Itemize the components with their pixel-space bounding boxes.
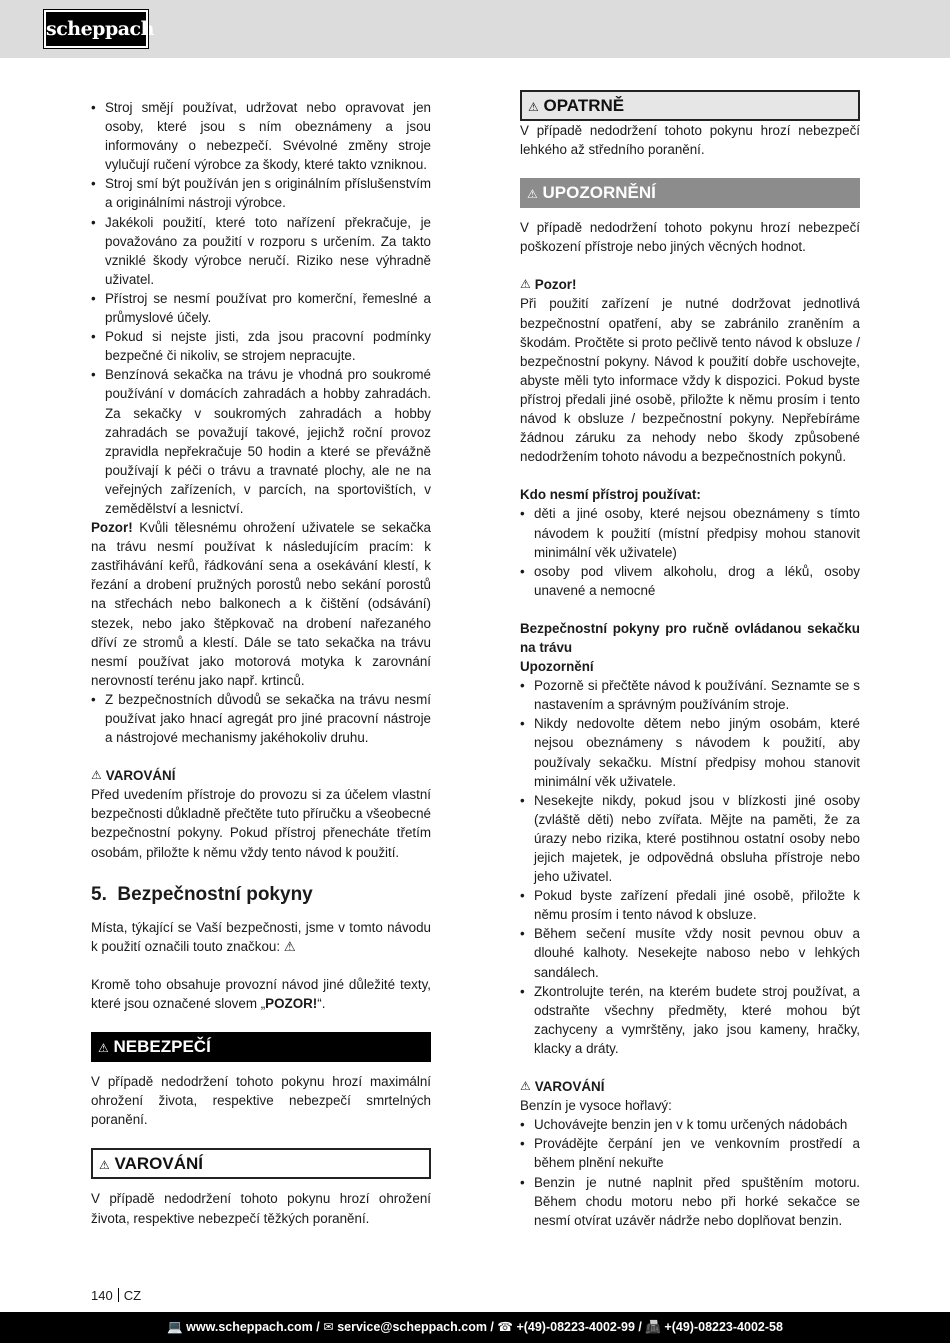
list-item: • Nikdy nedovolte dětem nebo jiným osobám, které nejsou obeznámeny s návodem k použití, aby používaly sekačku. Místní předpisy mohou stanovit minimální věk uživatele.: [520, 714, 860, 790]
header-bar: [0, 0, 950, 58]
page-number: 140 CZ: [91, 1288, 142, 1303]
varovani-text: Před uvedením přístroje do provozu si za účelem vlastní bezpečnosti důkladně přečtěte tuto příručku a všeobecné bezpečnostní pokyny. Pokud přístroj přenecháte třetím osobám, přiložte k němu vždy tento návod k použití.: [91, 787, 431, 860]
varovani-heading: ⚠ VAROVÁNÍ: [520, 1077, 860, 1096]
list-item: • osoby pod vlivem alkoholu, drog a léků, osoby unavené a nemocné: [520, 562, 860, 600]
notice-text: V případě nedodržení tohoto pokynu hrozí nebezpečí poškození přístroje nebo jiných věcných hodnot.: [520, 220, 860, 255]
list-item: • Během sečení musíte vždy nosit pevnou obuv a dlouhé kalhoty. Nesekejte naboso nebo v lehkých sandálech.: [520, 924, 860, 981]
right-column: [520, 90, 860, 1230]
footer-fax: +(49)-08223-4002-58: [664, 1320, 783, 1334]
upozorneni-heading: Upozornění: [520, 659, 594, 675]
list-item: • Stroj smí být používán jen s originálním příslušenstvím a originálními nástroji výrobce.: [91, 174, 431, 212]
list-item: • Z bezpečnostních důvodů se sekačka na trávu nesmí používat jako hnací agregát pro jiné pracovní nástroje a nástrojové mechanismy jakéhokoliv druhu.: [91, 690, 431, 747]
list-item: • Jakékoli použití, které toto nařízení překračuje, je považováno za použití v rozporu s určením. Za takto vzniklé škody výrobce neručí. Riziko nese výhradně uživatel.: [91, 213, 431, 289]
warning-box: ⚠ VAROVÁNÍ: [91, 1148, 431, 1179]
pozor-paragraph: [91, 518, 431, 690]
varovani-heading: ⚠ VAROVÁNÍ: [91, 766, 431, 785]
list-item: • Stroj smějí používat, udržovat nebo opravovat jen osoby, které jsou s ním obeznámeny a jsou informovány o nebezpečí. Svévolné změny stroje vylučují ručení výrobce za škody, které takto vzniknou.: [91, 98, 431, 174]
warning-triangle-icon: ⚠: [527, 187, 538, 202]
list-item: • Přístroj se nesmí používat pro komerční, řemeslné a průmyslové účely.: [91, 289, 431, 327]
list-item: • Pozorně si přečtěte návod k používání. Seznamte se s nastavením a správným používáním stroje.: [520, 676, 860, 714]
list-item: • Nesekejte nikdy, pokud jsou v blízkosti jiné osoby (zvláště děti) nebo zvířata. Mějte na paměti, že za úrazy nebo rizika, které postihnou ostatní osoby nebo jejich majetek, je odpovědná obsluha přístroje nebo jeho uživatel.: [520, 791, 860, 886]
computer-icon: 💻: [167, 1320, 183, 1334]
list-item: • Benzínová sekačka na trávu je vhodná pro soukromé používání v domácích zahradách a hobby zahradách. Za sekačky v soukromých zahradách a hobby zahradách se považují takové, jejichž roční provoz zpravidla nepřekračuje 50 hodin a které se převážně používají k péči o trávu a travnaté plochy, ale ne na veřejných zařízeních, v parcích, na sportovištích, v zemědělství a lesnictví.: [91, 365, 431, 518]
email-icon: ✉: [323, 1320, 334, 1334]
caution-text: V případě nedodržení tohoto pokynu hrozí nebezpečí lehkého až středního poranění.: [520, 123, 860, 158]
list-item: • Provádějte čerpání jen ve venkovním prostředí a během plnění nekuřte: [520, 1134, 860, 1172]
pozor-heading: ⚠ Pozor!: [520, 275, 860, 294]
list-item: • Zkontrolujte terén, na kterém budete stroj používat, a odstraňte všechny předměty, které mohou být zachyceny a vymrštěny, jako jsou kameny, hračky, klacky a dráty.: [520, 982, 860, 1058]
danger-text: V případě nedodržení tohoto pokynu hrozí maximální ohrožení života, respektive nebezpečí smrtelných poranění.: [91, 1074, 431, 1128]
footer-phone: +(49)-08223-4002-99: [516, 1320, 635, 1334]
warning-triangle-icon: ⚠: [99, 1158, 110, 1173]
pozor-text: Při použití zařízení je nutné dodržovat jednotlivá bezpečnostní opatření, aby se zabránilo zraněním a škodám. Pročtěte si proto pečlivě tento návod k obsluze / bezpečnostní pokyny. Návod k použití dobře uschovejte, abyste měli tyto informace vždy k dispozici. Pokud byste přístroj předali jiné osobě, přiložte k němu prosím i tento návod k obsluze / bezpečnostní pokyny. Nepřebíráme žádnou záruku za nehody nebo škody způsobené nedodržením tohoto návodu a bezpečnostních pokynů.: [520, 296, 860, 465]
pozor-label: Pozor!: [91, 520, 133, 536]
left-column: [91, 98, 431, 1228]
intro-text: Místa, týkající se Vaší bezpečnosti, jsme v tomto návodu k použití označili touto značkou: ⚠: [91, 919, 431, 954]
list-item: • Pokud byste zařízení předali jiné osobě, přiložte k němu prosím i tento návod k obsluze.: [520, 886, 860, 924]
warning-triangle-icon: ⚠: [91, 768, 102, 783]
warning-triangle-icon: ⚠: [520, 277, 531, 292]
phone-icon: ☎: [497, 1320, 513, 1334]
warning-text: V případě nedodržení tohoto pokynu hrozí ohrožení života, respektive nebezpečí těžkých poranění.: [91, 1191, 431, 1226]
pozor-text: Kvůli tělesnému ohrožení uživatele se sekačka na trávu nesmí používat k následujícím pracím: k zastřihávání keřů, řádkování sena a osekávání klestí, k řezání a drobení pružných porostů nebo sekání porostů na střechách nebo balkonech a k čištění (odsávání) stezek, nebo jako štěpkovač na drobení nařezaného dříví ze stromů a klestí. Dále se tato sekačka na trávu nesmí používat jako motorová motyka k zarovnání nerovností terénu jako např. krtinců.: [91, 520, 431, 688]
who-heading: Kdo nesmí přístroj používat:: [520, 487, 701, 503]
warning-triangle-icon: ⚠: [528, 100, 539, 114]
scheppach-logo: scheppach: [44, 10, 148, 48]
list-item: • Uchovávejte benzin jen v k tomu určených nádobách: [520, 1115, 860, 1134]
footer-web[interactable]: www.scheppach.com: [186, 1320, 313, 1334]
upozorneni-bullet-list: [520, 676, 860, 1058]
warning-triangle-icon: ⚠: [520, 1079, 531, 1094]
fax-icon: 📠: [645, 1320, 661, 1334]
other-text: Kromě toho obsahuje provozní návod jiné důležité texty, které jsou označené slovem „POZOR!“.: [91, 976, 431, 1012]
list-item: • Benzin je nutné naplnit před spuštěním motoru. Během chodu motoru nebo při horké sekačce se nesmí otvírat uzávěr nádrže nebo doplňovat benzin.: [520, 1173, 860, 1230]
usage-bullet-list-a: [91, 98, 431, 518]
footer-email[interactable]: service@scheppach.com: [337, 1320, 487, 1334]
list-item: • děti a jiné osoby, které nejsou obeznámeny s tímto návodem k použití (místní předpisy mohou stanovit minimální věk uživatele): [520, 504, 860, 561]
list-item: • Pokud si nejste jisti, zda jsou pracovní podmínky bezpečné či nikoliv, se strojem nepracujte.: [91, 327, 431, 365]
benzin-bullet-list: [520, 1115, 860, 1230]
danger-box: ⚠ NEBEZPEČÍ: [91, 1032, 431, 1062]
section-title: 5. Bezpečnostní pokyny: [91, 883, 313, 905]
caution-box: ⚠ OPATRNĚ: [520, 90, 860, 121]
usage-bullet-list-b: [91, 690, 431, 747]
notice-box: ⚠ UPOZORNĚNÍ: [520, 178, 860, 208]
warning-triangle-icon: ⚠: [98, 1041, 109, 1056]
manual-heading: Bezpečnostní pokyny pro ručně ovládanou sekačku na trávu: [520, 620, 860, 655]
benzin-intro: Benzín je vysoce hořlavý:: [520, 1098, 672, 1114]
footer-bar: 💻 www.scheppach.com / ✉ service@scheppach.com / ☎ +(49)-08223-4002-99 / 📠 +(49)-08223-4002-58: [0, 1312, 950, 1343]
who-bullet-list: [520, 504, 860, 599]
